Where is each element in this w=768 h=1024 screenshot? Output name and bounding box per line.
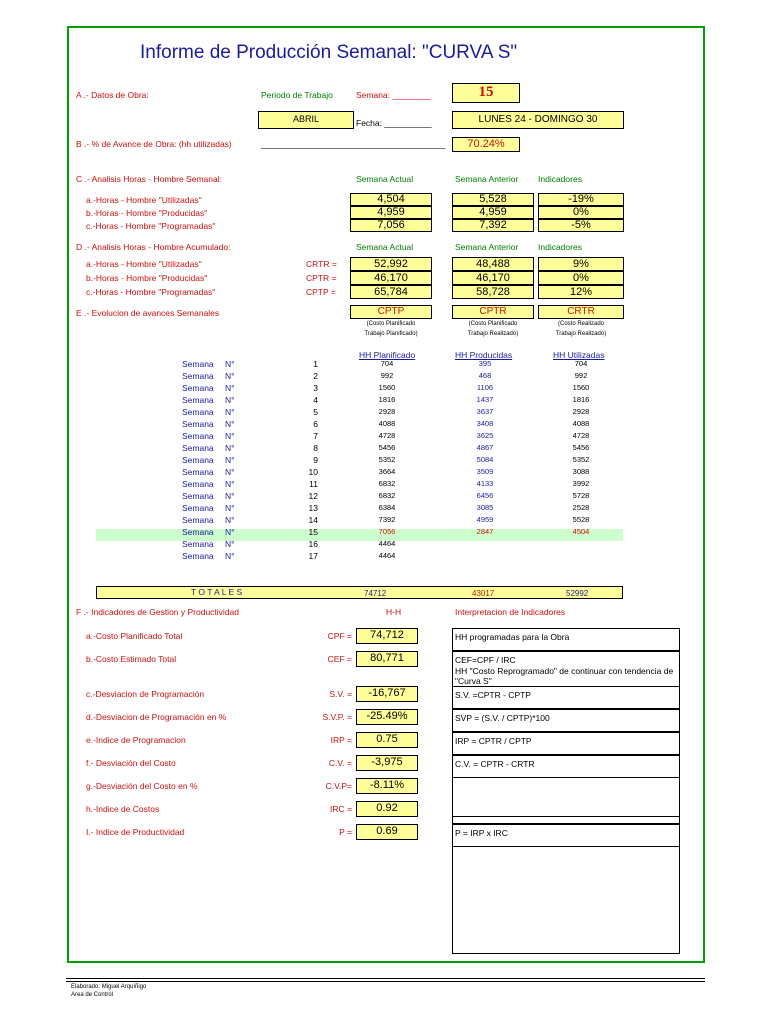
section-a-label: A .- Datos de Obra: [76, 90, 149, 100]
f-row-code: IRC = [330, 804, 352, 814]
c-row-anterior: 4,959 [452, 206, 534, 219]
d-row-actual: 46,170 [350, 271, 432, 285]
week-sym: N° [225, 395, 235, 405]
week-row [0, 515, 768, 527]
week-row [0, 455, 768, 467]
week-plan: 6384 [378, 503, 396, 512]
week-number: 15 [308, 527, 318, 537]
f-interp-text: S.V. =CPTR - CPTP [455, 690, 531, 700]
section-b-label: B .- % de Avance de Obra: (hh utilizadas) [76, 139, 232, 149]
d-row-label: b.-Horas - Hombre "Producidas" [86, 273, 208, 283]
week-row [0, 551, 768, 563]
week-word: Semana [182, 359, 214, 369]
week-plan: 5456 [378, 443, 396, 452]
f-row-value: -25.49% [356, 709, 418, 725]
total-prod: 43017 [472, 589, 495, 598]
week-sym: N° [225, 479, 235, 489]
f-row-code: S.V.P. = [322, 712, 352, 722]
week-plan: 2928 [378, 407, 396, 416]
c-row-actual: 4,504 [350, 193, 432, 206]
week-util: 704 [574, 359, 588, 368]
month-box: ABRIL [258, 111, 354, 129]
f-interp-text: SVP = (S.V. / CPTP)*100 [455, 713, 550, 723]
f-row-value: 74,712 [356, 628, 418, 644]
e-code-desc-1: (Costo Realizado [557, 321, 605, 327]
f-interp-text: P = IRP x IRC [455, 828, 508, 838]
week-row [0, 503, 768, 515]
week-util: 2928 [572, 407, 590, 416]
hh-producidas-header: HH Producidas [455, 350, 513, 360]
week-word: Semana [182, 419, 214, 429]
week-number: 5 [313, 407, 318, 417]
f-interp-text: CEF=CPF / IRC [455, 655, 516, 665]
footer-rule-2 [66, 981, 705, 982]
week-util: 1816 [572, 395, 590, 404]
week-plan: 1816 [378, 395, 396, 404]
c-col-anterior: Semana Anterior [455, 174, 519, 184]
f-row-value: 80,771 [356, 651, 418, 667]
week-util: 5528 [572, 515, 590, 524]
c-row-indicador: 0% [538, 206, 624, 219]
f-row-code: CEF = [327, 654, 352, 664]
week-plan: 5352 [378, 455, 396, 464]
week-prod: 3637 [476, 407, 494, 416]
week-number: 13 [308, 503, 318, 513]
c-row-label: b.-Horas - Hombre "Producidas" [86, 208, 208, 218]
week-row [0, 491, 768, 503]
week-plan: 7392 [378, 515, 396, 524]
week-row [0, 443, 768, 455]
week-number: 10 [308, 467, 318, 477]
week-word: Semana [182, 467, 214, 477]
f-row-value: 0.75 [356, 732, 418, 748]
week-word: Semana [182, 539, 214, 549]
week-number: 3 [313, 383, 318, 393]
page-title: Informe de Producción Semanal: "CURVA S" [140, 42, 518, 63]
week-word: Semana [182, 383, 214, 393]
week-row [0, 539, 768, 551]
week-util: 5352 [572, 455, 590, 464]
total-plan: 74712 [364, 589, 387, 598]
week-plan: 704 [380, 359, 394, 368]
f-row-code: CPF = [327, 631, 352, 641]
week-prod: 5084 [476, 455, 494, 464]
d-row-anterior: 48,488 [452, 257, 534, 271]
week-word: Semana [182, 527, 214, 537]
d-row-code: CPTP = [306, 287, 336, 297]
f-interp-box [452, 709, 680, 732]
c-row-anterior: 5,528 [452, 193, 534, 206]
c-row-anterior: 7,392 [452, 219, 534, 232]
week-row [0, 419, 768, 431]
e-code-desc-2: Trabajo Realizado) [555, 331, 607, 337]
e-code-desc-2: Trabajo Planificado) [364, 331, 418, 337]
f-row-label: g.-Desviación del Costo en % [86, 781, 198, 791]
week-number: 11 [309, 479, 318, 489]
f-row-label: a.-Costo Planificado Total [86, 631, 183, 641]
week-prod: 468 [478, 371, 492, 380]
semana-value: 15 [452, 83, 520, 103]
week-plan: 7056 [378, 527, 396, 536]
week-row [0, 479, 768, 491]
hh-utilizadas-header: HH Utilizadas [553, 350, 605, 360]
week-row [0, 467, 768, 479]
f-interp-text: C.V. = CPTR - CRTR [455, 759, 535, 769]
week-word: Semana [182, 479, 214, 489]
week-number: 14 [308, 515, 318, 525]
fecha-label: Fecha: __________ [356, 118, 432, 128]
week-prod: 6456 [476, 491, 494, 500]
week-word: Semana [182, 503, 214, 513]
week-word: Semana [182, 431, 214, 441]
d-row-indicador: 9% [538, 257, 624, 271]
section-f-label: F .- Indicadores de Gestion y Productividad [76, 607, 239, 617]
week-number: 9 [313, 455, 318, 465]
week-plan: 1560 [378, 383, 396, 392]
f-interp-box [452, 755, 680, 778]
f-row-value: -16,767 [356, 686, 418, 702]
week-sym: N° [225, 491, 235, 501]
week-row [0, 395, 768, 407]
week-row [0, 527, 768, 539]
f-row-label: d.-Desviacion de Programación en % [86, 712, 227, 722]
c-col-indicadores: Indicadores [538, 174, 582, 184]
week-sym: N° [225, 359, 235, 369]
periodo-label: Periodo de Trabajo [261, 90, 333, 100]
f-row-code: S.V. = [329, 689, 352, 699]
c-row-actual: 4,959 [350, 206, 432, 219]
week-word: Semana [182, 443, 214, 453]
f-row-code: C.V.P= [325, 781, 352, 791]
f-interp-box [452, 824, 680, 847]
week-util: 3088 [572, 467, 590, 476]
week-sym: N° [225, 455, 235, 465]
c-row-label: a.-Horas - Hombre "Utilizadas" [86, 195, 202, 205]
d-row-actual: 52,992 [350, 257, 432, 271]
week-number: 1 [313, 359, 318, 369]
section-e-label: E .- Evolucion de avances Semanales [76, 308, 220, 318]
week-row [0, 359, 768, 371]
f-row-code: IRP = [330, 735, 352, 745]
hh-planificado-header: HH Planificado [359, 350, 416, 360]
d-row-label: c.-Horas - Hombre "Programadas" [86, 287, 216, 297]
week-plan: 3664 [378, 467, 396, 476]
c-row-actual: 7,056 [350, 219, 432, 232]
d-row-actual: 65,784 [350, 285, 432, 299]
section-c-label: C .- Analisis Horas - Hombre Semanal: [76, 174, 222, 184]
week-util: 5728 [572, 491, 590, 500]
week-row [0, 383, 768, 395]
total-util: 52992 [566, 589, 589, 598]
f-row-value: 0.92 [356, 801, 418, 817]
avance-value: 70.24% [452, 137, 520, 152]
f-interp-text-2: HH "Costo Reprogramado" de continuar con tendencia de "Curva S" [455, 666, 674, 686]
d-row-code: CPTR = [306, 273, 337, 283]
week-util: 992 [574, 371, 588, 380]
week-sym: N° [225, 431, 235, 441]
week-number: 2 [313, 371, 318, 381]
f-interp-box [452, 686, 680, 709]
week-util: 3992 [572, 479, 590, 488]
footer-area: Area de Control [71, 992, 114, 998]
week-prod: 1106 [476, 383, 494, 392]
f-row-label: h.-Indice de Costos [86, 804, 160, 814]
footer-elaborado: Elaborado: Miguel Arquíñigo [71, 984, 147, 990]
week-prod: 2847 [476, 527, 494, 536]
week-sym: N° [225, 539, 235, 549]
week-sym: N° [225, 419, 235, 429]
d-row-anterior: 46,170 [452, 271, 534, 285]
d-row-anterior: 58,728 [452, 285, 534, 299]
e-code-box: CPTR [452, 305, 534, 319]
week-prod: 3625 [476, 431, 494, 440]
f-row-label: f.- Desviación del Costo [86, 758, 176, 768]
week-util: 4504 [572, 527, 590, 536]
week-number: 8 [313, 443, 318, 453]
week-sym: N° [225, 383, 235, 393]
f-interp-box [452, 628, 680, 651]
c-row-indicador: -19% [538, 193, 624, 206]
week-prod: 1437 [476, 395, 494, 404]
hh-label: H-H [386, 607, 402, 617]
week-word: Semana [182, 407, 214, 417]
week-sym: N° [225, 503, 235, 513]
week-plan: 4464 [378, 539, 396, 548]
interp-box-extra-2 [452, 846, 680, 954]
f-row-value: 0.69 [356, 824, 418, 840]
week-util: 4088 [572, 419, 590, 428]
week-sym: N° [225, 515, 235, 525]
week-word: Semana [182, 551, 214, 561]
week-prod: 3085 [476, 503, 494, 512]
interp-box-extra-1 [452, 777, 680, 817]
week-prod: 4133 [476, 479, 494, 488]
week-number: 17 [308, 551, 318, 561]
week-row [0, 371, 768, 383]
week-plan: 4088 [378, 419, 396, 428]
f-interp-box [452, 732, 680, 755]
d-row-indicador: 0% [538, 271, 624, 285]
week-number: 12 [308, 491, 318, 501]
week-util: 4728 [572, 431, 590, 440]
c-col-actual: Semana Actual [356, 174, 414, 184]
f-row-code: C.V. = [328, 758, 352, 768]
e-code-desc-1: (Costo Planificado [468, 321, 518, 327]
e-code-desc-2: Trabajo Realizado) [467, 331, 519, 337]
week-util: 2528 [572, 503, 590, 512]
d-col-actual: Semana Actual [356, 242, 414, 252]
week-word: Semana [182, 515, 214, 525]
week-prod: 4867 [476, 443, 494, 452]
week-plan: 6832 [378, 491, 396, 500]
section-b-underline: _______________________________________ [261, 139, 446, 149]
week-row [0, 431, 768, 443]
e-code-box: CPTP [350, 305, 432, 319]
week-prod: 4959 [476, 515, 494, 524]
week-util: 5456 [572, 443, 590, 452]
week-number: 16 [308, 539, 318, 549]
totals-label: T O T A L E S [191, 587, 243, 597]
footer-rule-1 [66, 978, 705, 979]
interp-header: Interpretacion de Indicadores [455, 607, 566, 617]
f-row-code: P = [339, 827, 352, 837]
c-row-indicador: -5% [538, 219, 624, 232]
c-row-label: c.-Horas - Hombre "Programadas" [86, 221, 216, 231]
week-plan: 4464 [378, 551, 396, 560]
week-word: Semana [182, 491, 214, 501]
e-code-box: CRTR [538, 305, 624, 319]
week-util: 1560 [572, 383, 590, 392]
f-interp-text: HH programadas para la Obra [455, 632, 570, 642]
week-number: 7 [313, 431, 318, 441]
f-row-label: e.-Indice de Programacion [86, 735, 186, 745]
fecha-value: LUNES 24 - DOMINGO 30 [452, 111, 624, 129]
f-interp-text: IRP = CPTR / CPTP [455, 736, 532, 746]
d-row-indicador: 12% [538, 285, 624, 299]
week-prod: 3509 [476, 467, 494, 476]
week-row [0, 407, 768, 419]
f-row-label: I.- Indice de Productividad [86, 827, 185, 837]
f-row-value: -8.11% [356, 778, 418, 794]
d-row-label: a.-Horas - Hombre "Utilizadas" [86, 259, 202, 269]
section-d-label: D .- Analisis Horas - Hombre Acumulado: [76, 242, 231, 252]
week-number: 6 [313, 419, 318, 429]
f-row-value: -3,975 [356, 755, 418, 771]
d-row-code: CRTR = [306, 259, 337, 269]
week-sym: N° [225, 407, 235, 417]
week-sym: N° [225, 443, 235, 453]
d-col-anterior: Semana Anterior [455, 242, 519, 252]
week-number: 4 [313, 395, 318, 405]
week-prod: 395 [478, 359, 492, 368]
f-interp-box [452, 651, 680, 688]
totals-bar [96, 586, 623, 599]
f-row-label: b.-Costo Estimado Total [86, 654, 177, 664]
d-col-indicadores: Indicadores [538, 242, 582, 252]
week-word: Semana [182, 455, 214, 465]
week-sym: N° [225, 527, 235, 537]
week-sym: N° [225, 371, 235, 381]
week-plan: 992 [380, 371, 394, 380]
week-word: Semana [182, 371, 214, 381]
semana-label: Semana: ________ [356, 90, 431, 100]
week-plan: 6832 [378, 479, 396, 488]
f-row-label: c.-Desviacion de Programación [86, 689, 205, 699]
week-sym: N° [225, 467, 235, 477]
week-sym: N° [225, 551, 235, 561]
week-plan: 4728 [378, 431, 396, 440]
week-prod: 3408 [476, 419, 494, 428]
week-word: Semana [182, 395, 214, 405]
e-code-desc-1: (Costo Planificado [366, 321, 416, 327]
